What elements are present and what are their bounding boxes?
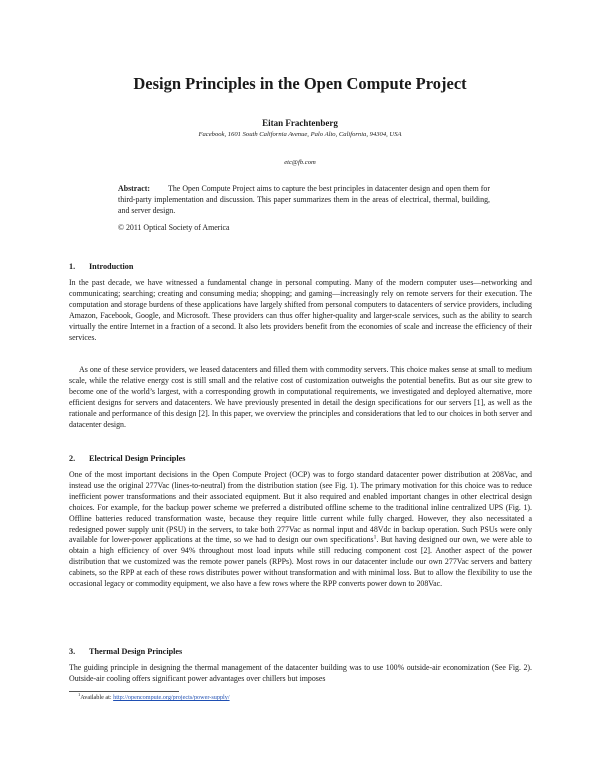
footnote-link[interactable]: http://opencompute.org/projects/power-supply/	[113, 694, 230, 701]
section-title: Introduction	[89, 262, 134, 271]
footnote-divider	[69, 691, 179, 692]
footnote-marker: 1	[78, 691, 81, 697]
section-heading-introduction	[69, 262, 133, 271]
footnote	[78, 691, 230, 701]
section-title: Electrical Design Principles	[89, 454, 186, 463]
electrical-text: . But having designed our own, we were able to obtain a high efficiency of over 94% throughout most load inputs while still reducing component cost [2]. Another aspect of the power distribution that we customized was the remote power panels (RPPs). Most rows in our datacenter include our own 277Vac servers and battery cabinets, so the RPP at each of these rows distributes power without transformation and with minimal loss. But to allow the flexibility to use the occasional legacy or commodity equipment, we also have a few rows where the RPP converts power down to 208Vac.	[69, 535, 533, 589]
intro-paragraph-2: As one of these service providers, we leased datacenters and filled them with commodity servers. This choice makes sense at small to medium scale, while the relative energy cost is still small and the relative cost of customization outweighs the potential benefits. But as our site grew to become one of the world’s largest, with a corresponding growth in computational requirements, we investigated and deployed alternative, more efficient designs for servers and datacenters. We have previously presented in detail the design specifications for our servers [1], as well as the rationale and performance of this design [2]. In this paper, we overview the principles and considerations that led to our choices in both server and datacenter design.	[69, 365, 532, 429]
footnote-reference: 1	[373, 534, 377, 541]
thermal-paragraph-1: The guiding principle in designing the thermal management of the datacenter building was to use 100% outside-air economization (See Fig. 2). Outside-air cooling offers significant power advantages over chillers but imposes	[69, 663, 532, 683]
electrical-text: One of the most important decisions in the Open Compute Project (OCP) was to forgo standard datacenter power distribution at 208Vac, and instead use the original 277Vac (lines-to-neutral) from the distribution station (see Fig. 1). The primary motivation for this choice was to reduce inefficient power transformations and their associated equipment. But it also required and enabled important changes in other electrical design choices. For example, for the backup power scheme we preferred a distributed offline scheme to the traditional inline centralized UPS (Fig. 1). Offline batteries reduced transformation waste, because they require little current while fully charged. However, they also necessitated a redesigned power supply unit (PSU) in the servers, to take both 277Vac as normal input and 48Vdc in backup operation. Such PSUs were only available for lower-power applications at the time, so we had to design our own specifications	[69, 470, 532, 545]
section-number: 3.	[69, 647, 76, 656]
paper-title: Design Principles in the Open Compute Project	[133, 74, 467, 93]
copyright-notice: © 2011 Optical Society of America	[118, 223, 230, 232]
abstract-label: Abstract:	[118, 184, 150, 193]
abstract-text: The Open Compute Project aims to capture the best principles in datacenter design and open them for third-party implementation and discussion. This paper summarizes them in the areas of electrical, thermal, building, and server design.	[118, 184, 490, 215]
section-heading-electrical	[69, 454, 185, 463]
section-heading-thermal	[69, 647, 182, 656]
author-affiliation: Facebook, 1601 South California Avenue, Palo Alto, California, 94304, USA	[198, 131, 402, 138]
section-number: 2.	[69, 454, 76, 463]
author-email: etc@fb.com	[284, 159, 316, 166]
abstract	[118, 183, 490, 216]
section-title: Thermal Design Principles	[89, 647, 183, 656]
intro-paragraph-1: In the past decade, we have witnessed a fundamental change in personal computing. Many of the modern computer uses—networking and communicating; searching; creating and consuming media; shopping; and gaming—increasingly rely on remote servers for their execution. The computation and storage burdens of these applications have largely shifted from personal computers to datacenters of service providers, including Amazon, Facebook, Google, and Microsoft. These providers can thus offer higher-quality and larger-scale services, such as the ability to search virtually the entire Internet in a fraction of a second. It also lets providers benefit from the economies of scale and increase the efficiency of their services.	[69, 278, 532, 342]
author-name: Eitan Frachtenberg	[262, 118, 338, 128]
section-number: 1.	[69, 262, 76, 271]
electrical-paragraph-1	[69, 470, 532, 590]
footnote-prefix: Available at:	[80, 694, 114, 701]
